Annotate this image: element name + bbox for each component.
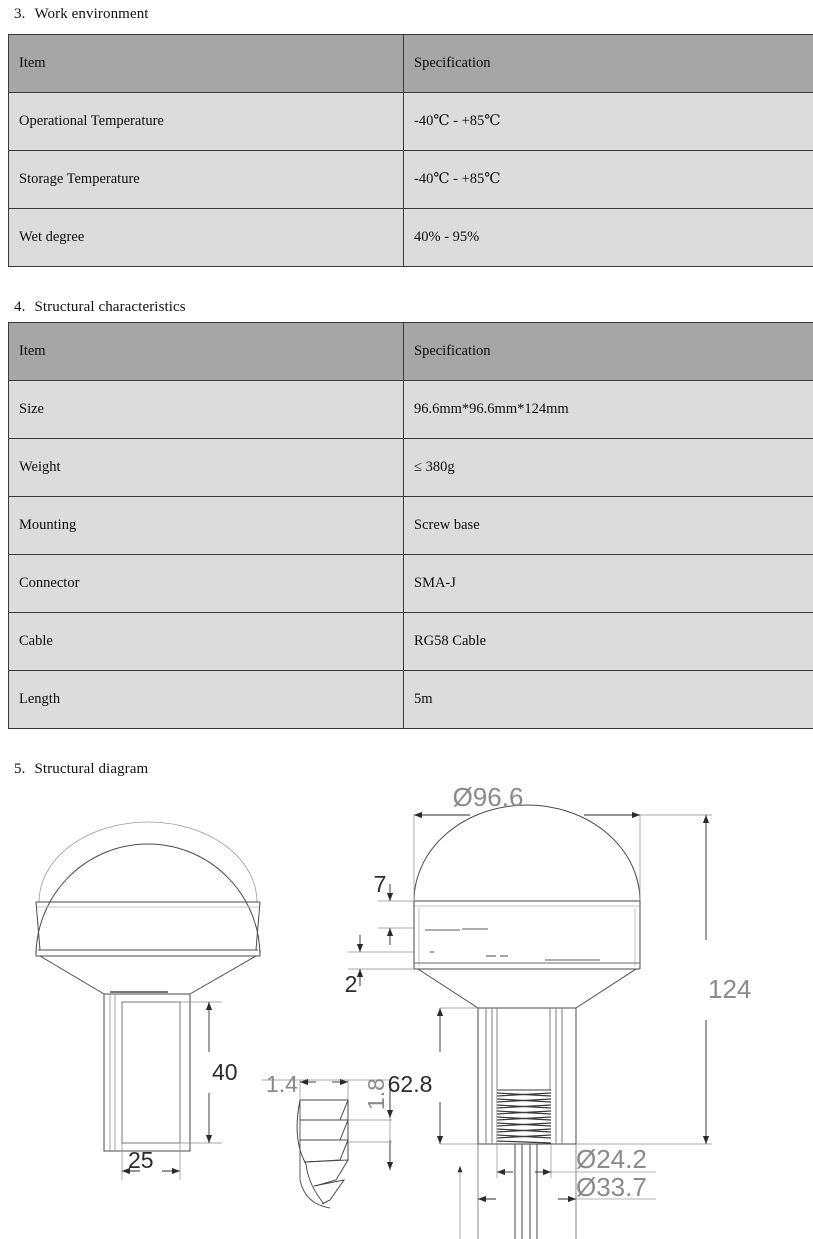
cell-specification: -40℃ - +85℃ (404, 93, 813, 151)
dimension-label-25: 25 (128, 1147, 154, 1173)
table-row (9, 439, 813, 497)
cell-item: Weight (9, 439, 404, 497)
column-header-specification: Specification (404, 323, 813, 381)
thread-profile-detail (297, 1100, 348, 1208)
column-header-specification: Specification (404, 35, 813, 93)
cell-item: Connector (9, 555, 404, 613)
dimension-label-base-diameter: Ø33.7 (576, 1172, 647, 1202)
table-header-row (9, 35, 813, 93)
cell-specification: RG58 Cable (404, 613, 813, 671)
cell-specification: ≤ 380g (404, 439, 813, 497)
cell-specification: 40% - 95% (404, 209, 813, 267)
dimension-label-thread-diameter: Ø24.2 (576, 1144, 647, 1174)
dimension-label-7: 7 (373, 871, 387, 897)
section-title: Structural characteristics (34, 299, 186, 315)
dimension-label-dome-diameter: Ø96.6 (452, 782, 524, 812)
section-heading-structural-diagram (14, 761, 148, 778)
dimension-2-lines (348, 935, 414, 986)
table-row (9, 209, 813, 267)
cell-specification: -40℃ - +85℃ (404, 151, 813, 209)
section-number: 4. (14, 299, 26, 315)
dimension-label-1-8: 1.8 (363, 1078, 389, 1110)
section-title: Work environment (34, 6, 149, 22)
table-row (9, 671, 813, 729)
section-title: Structural diagram (34, 761, 149, 777)
left-dome-arc (36, 844, 260, 956)
dimension-label-62-8: 62.8 (387, 1071, 433, 1097)
cell-specification: 96.6mm*96.6mm*124mm (404, 381, 813, 439)
cell-item: Storage Temperature (9, 151, 404, 209)
work-environment-table (8, 34, 813, 267)
structural-diagram (0, 780, 813, 1239)
dimension-label-1-4: 1.4 (266, 1071, 298, 1097)
dimension-base-height-lines (440, 1008, 478, 1144)
cell-item: Size (9, 381, 404, 439)
cell-item: Cable (9, 613, 404, 671)
table-row (9, 93, 813, 151)
structural-characteristics-table (8, 322, 813, 729)
dimension-label-2: 2 (344, 971, 358, 997)
section-heading-work-environment (14, 6, 149, 23)
left-view-antenna (36, 822, 260, 1151)
cell-specification: Screw base (404, 497, 813, 555)
table-header-row (9, 323, 813, 381)
section-heading-structural-characteristics (14, 299, 186, 316)
cell-item: Wet degree (9, 209, 404, 267)
table-row (9, 613, 813, 671)
table-row (9, 151, 813, 209)
left-dome-inner-arc (39, 822, 257, 902)
cell-item: Mounting (9, 497, 404, 555)
table-row (9, 381, 813, 439)
dimension-dome-diameter-lines (414, 815, 640, 901)
cell-specification: 5m (404, 671, 813, 729)
dimension-label-124: 124 (708, 974, 752, 1004)
dimension-total-height-lines (576, 815, 712, 1144)
table-row (9, 497, 813, 555)
cell-item: Operational Temperature (9, 93, 404, 151)
section-number: 5. (14, 761, 26, 777)
cell-specification: SMA-J (404, 555, 813, 613)
section-number: 3. (14, 6, 26, 22)
column-header-item: Item (9, 35, 404, 93)
table-row (9, 555, 813, 613)
cell-item: Length (9, 671, 404, 729)
column-header-item: Item (9, 323, 404, 381)
right-dome-arc (414, 805, 640, 901)
dimension-label-40: 40 (212, 1059, 238, 1085)
